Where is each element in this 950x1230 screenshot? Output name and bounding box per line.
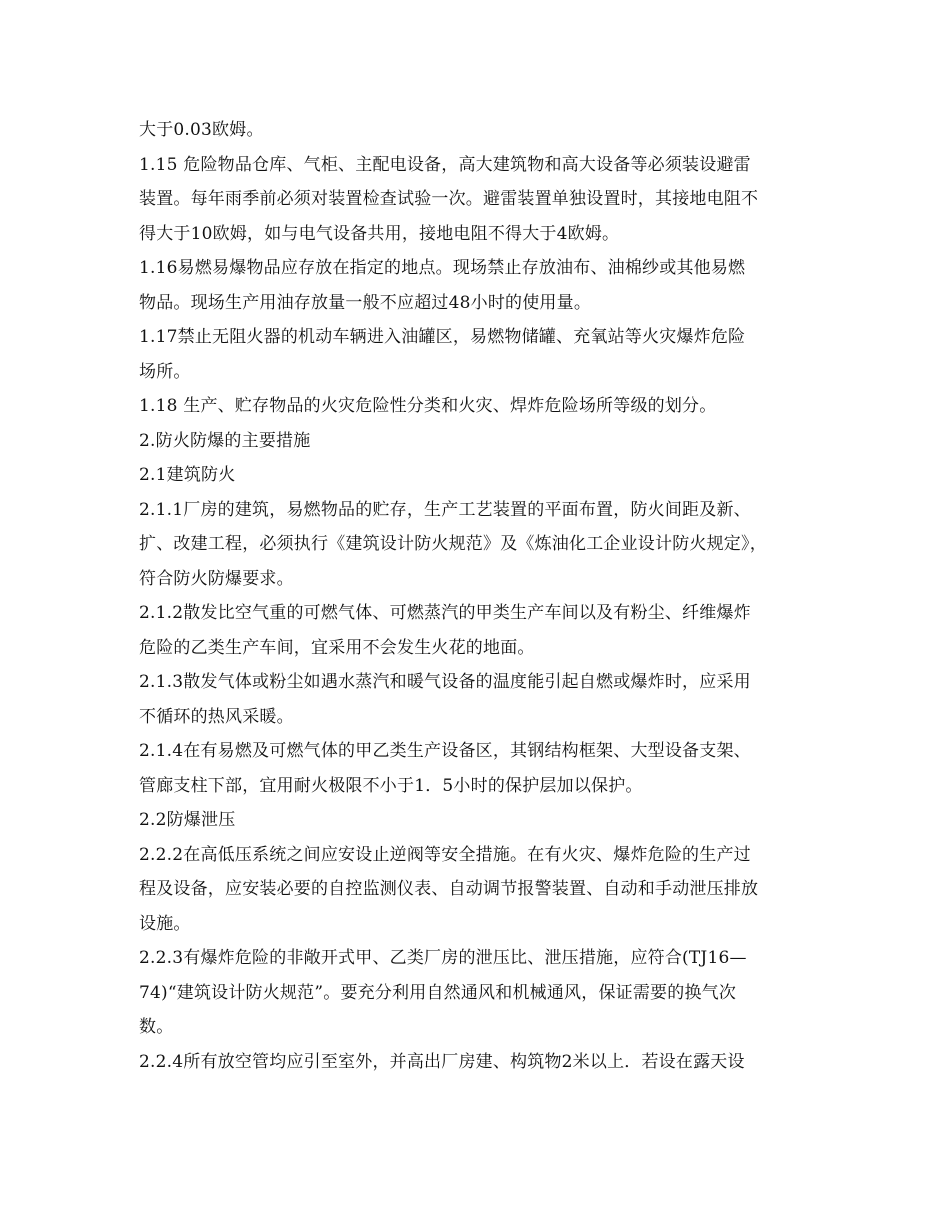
text-line: 危险的乙类生产车间，宜采用不会发生火花的地面。 (139, 637, 535, 658)
text-line: 2.1.3散发气体或粉尘如遇水蒸汽和暖气设备的温度能引起自燃或爆炸时，应采用 (139, 672, 751, 692)
subsection-heading: 2.1建筑防火 (139, 465, 236, 485)
text-line: 程及设备，应安装必要的自控监测仪表、自动调节报警装置、自动和手动泄压排放 (139, 879, 759, 899)
text-line: 不循环的热风采暖。 (139, 706, 294, 727)
subsection-heading: 2.2防爆泄压 (139, 810, 236, 830)
text-line: 大于0.03欧姆。 (139, 120, 264, 140)
text-line: 1.16易燃易爆物品应存放在指定的地点。现场禁止存放油布、油棉纱或其他易燃 (139, 258, 746, 278)
text-line: 符合防火防爆要求。 (139, 568, 294, 589)
document-body-text (139, 113, 819, 1079)
text-line: 1.17禁止无阻火器的机动车辆进入油罐区，易燃物储罐、充氧站等火灾爆炸危险 (139, 327, 746, 347)
text-line: 2.1.4在有易燃及可燃气体的甲乙类生产设备区，其钢结构框架、大型设备支架、 (139, 741, 751, 761)
text-line: 2.2.2在高低压系统之间应安设止逆阀等安全措施。在有火灾、爆炸危险的生产过 (139, 844, 751, 865)
text-line: 2.2.4所有放空管均应引至室外，并高出厂房建、构筑物2米以上．若设在露天设 (139, 1051, 745, 1072)
text-line: 设施。 (139, 913, 191, 934)
text-line: 74)“建筑设计防火规范”。要充分利用自然通风和机械通风，保证需要的换气次 (139, 982, 737, 1003)
text-line: 1.18 生产、贮存物品的火灾危险性分类和火灾、焊炸危险场所等级的划分。 (139, 396, 717, 416)
text-line: 场所。 (139, 361, 191, 382)
text-line: 扩、改建工程，必须执行《建筑设计防火规范》及《炼油化工企业设计防火规定》， (139, 534, 767, 554)
text-line: 装置。每年雨季前必须对装置检查试验一次。避雷装置单独设置时，其接地电阻不 (139, 189, 759, 209)
text-line: 2.1.2散发比空气重的可燃气体、可燃蒸汽的甲类生产车间以及有粉尘、纤维爆炸 (139, 603, 751, 623)
text-line: 管廊支柱下部，宜用耐火极限不小于1．5小时的保护层加以保护。 (139, 775, 643, 796)
text-line: 数。 (139, 1017, 174, 1037)
text-line: 1.15 危险物品仓库、气柜、主配电设备，高大建筑物和高大设备等必须装设避雷 (139, 154, 751, 175)
section-heading: 2.防火防爆的主要措施 (139, 430, 311, 451)
text-line: 物品。现场生产用油存放量一般不应超过48小时的使用量。 (139, 292, 592, 313)
text-line: 得大于10欧姆，如与电气设备共用，接地电阻不得大于4欧姆。 (139, 223, 620, 244)
text-line: 2.1.1厂房的建筑，易燃物品的贮存，生产工艺装置的平面布置，防火间距及新、 (139, 499, 751, 520)
text-line: 2.2.3有爆炸危险的非敞开式甲、乙类厂房的泄压比、泄压措施，应符合(TJ16— (139, 948, 747, 968)
